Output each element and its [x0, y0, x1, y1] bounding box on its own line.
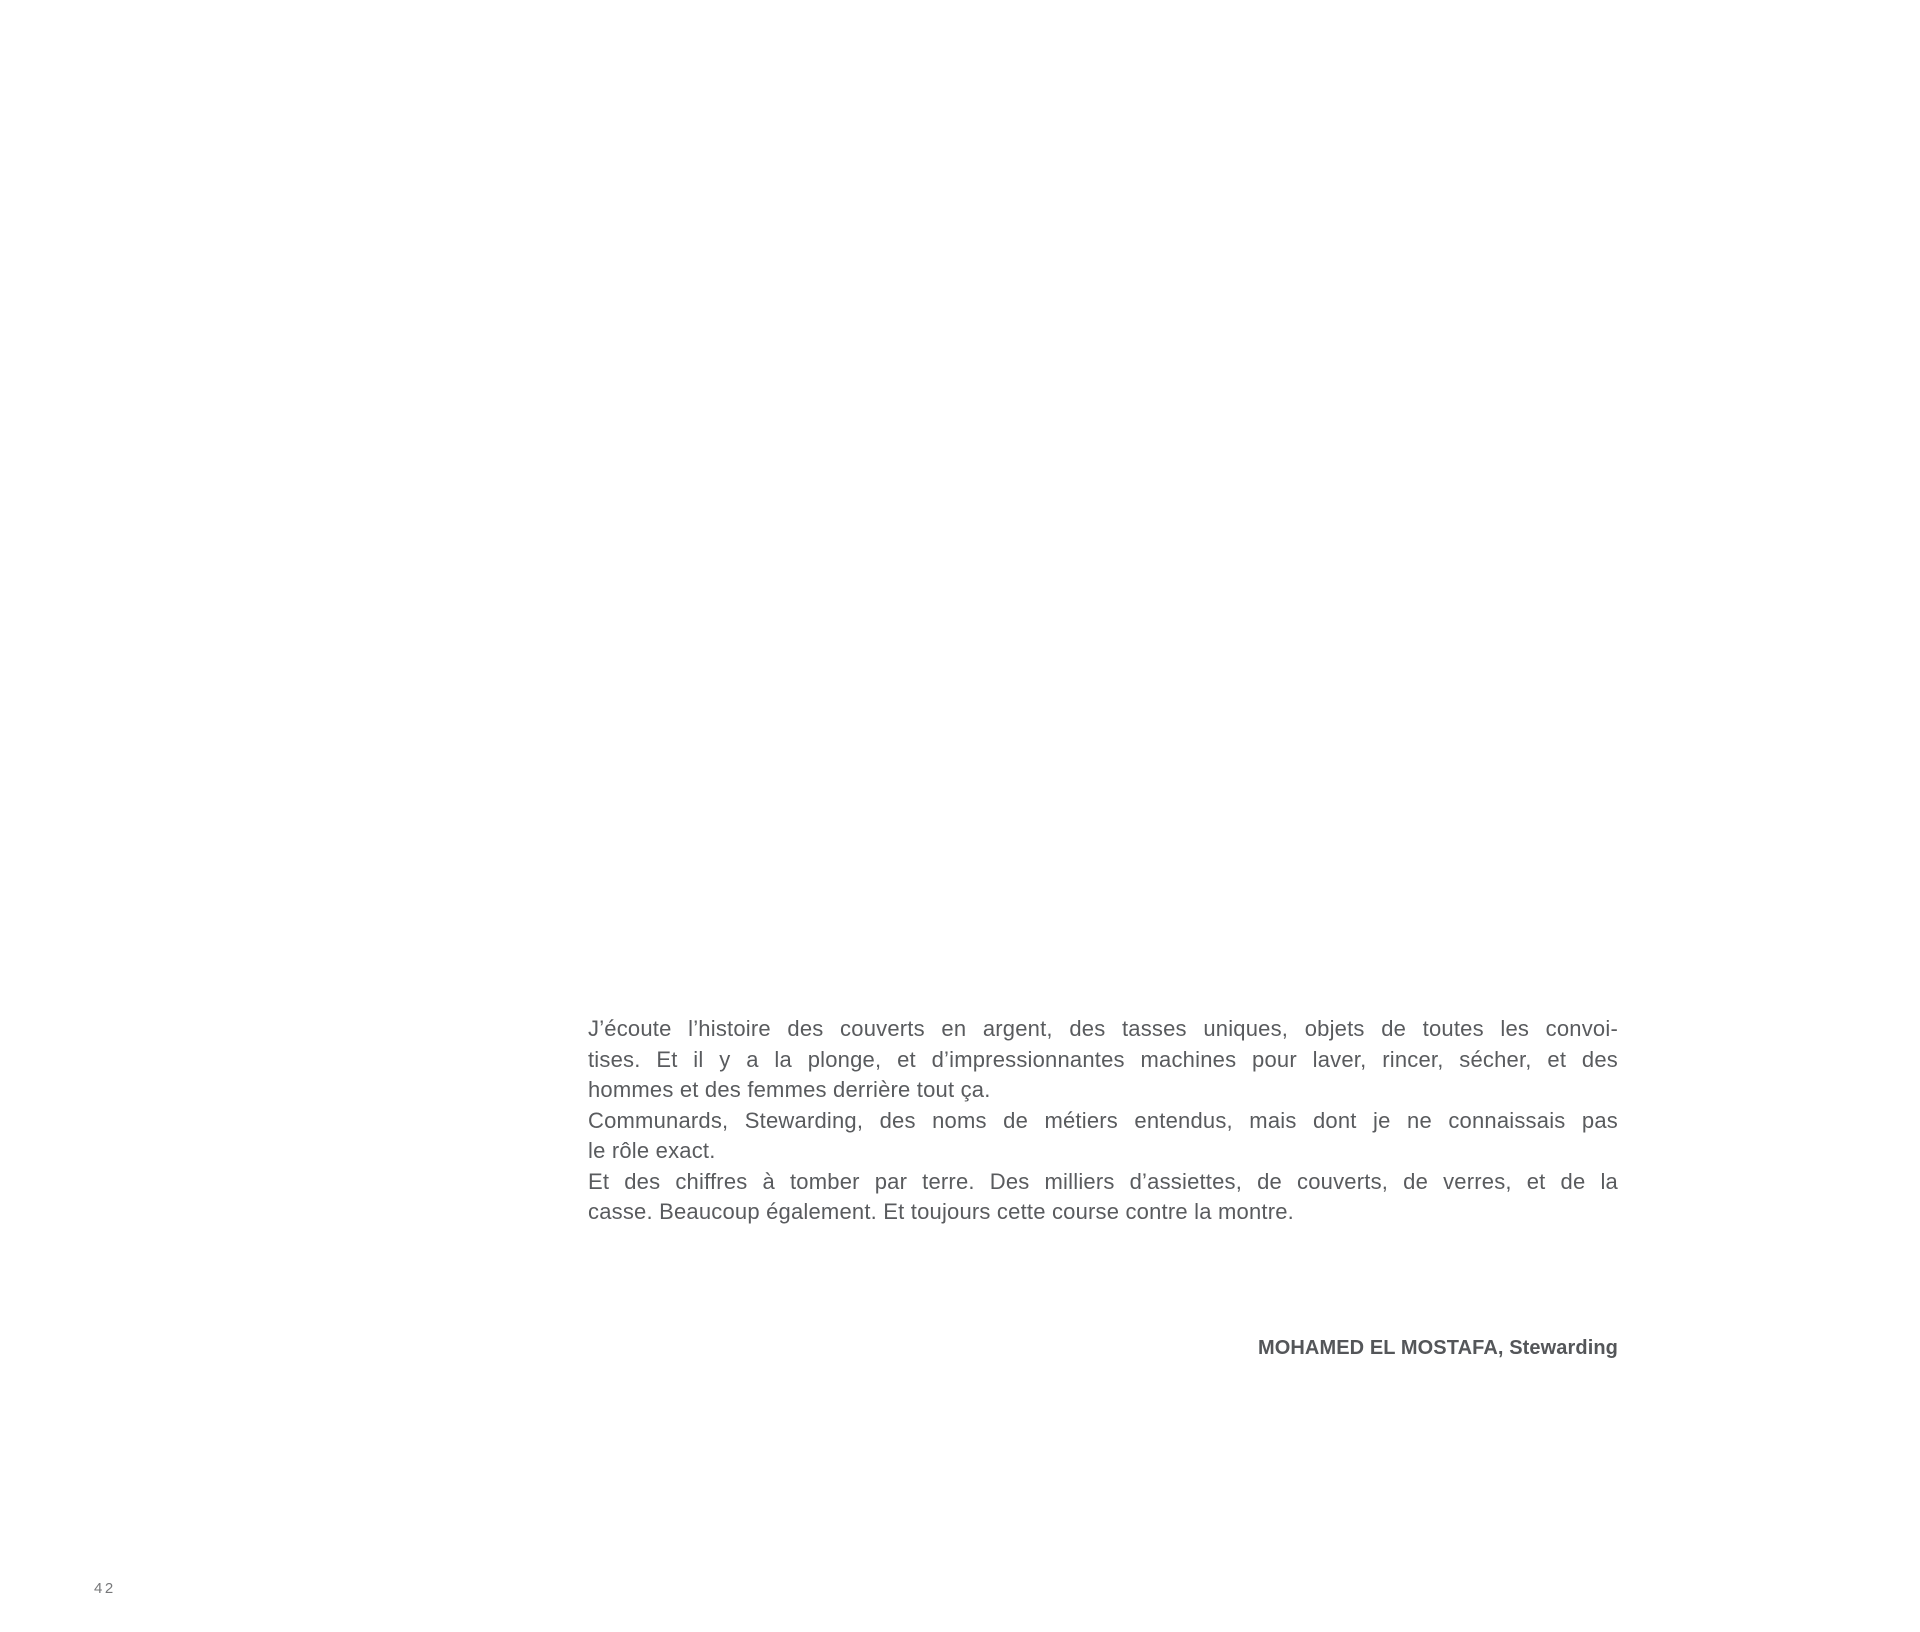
quote-paragraph [588, 1014, 1618, 1228]
quote-line: Communards, Stewarding, des noms de métiers entendus, mais dont je ne connaissais pas [588, 1107, 1618, 1133]
quote-line: le rôle exact. [588, 1138, 716, 1163]
quote-line: Et des chiffres à tomber par terre. Des milliers d’assiettes, de couverts, de verres, et de la [588, 1168, 1618, 1194]
quote-line: casse. Beaucoup également. Et toujours cette course contre la montre. [588, 1199, 1294, 1224]
quote-attribution: MOHAMED EL MOSTAFA, Stewarding [1257, 1337, 1618, 1359]
page-number: 42 [94, 1580, 116, 1597]
quote-line: J’écoute l’histoire des couverts en argent, des tasses uniques, objets de toutes les convoi- [588, 1016, 1618, 1041]
quote-line: hommes et des femmes derrière tout ça. [588, 1077, 991, 1102]
quote-line: tises. Et il y a la plonge, et d’impressionnantes machines pour laver, rincer, sécher, et des [588, 1046, 1618, 1072]
